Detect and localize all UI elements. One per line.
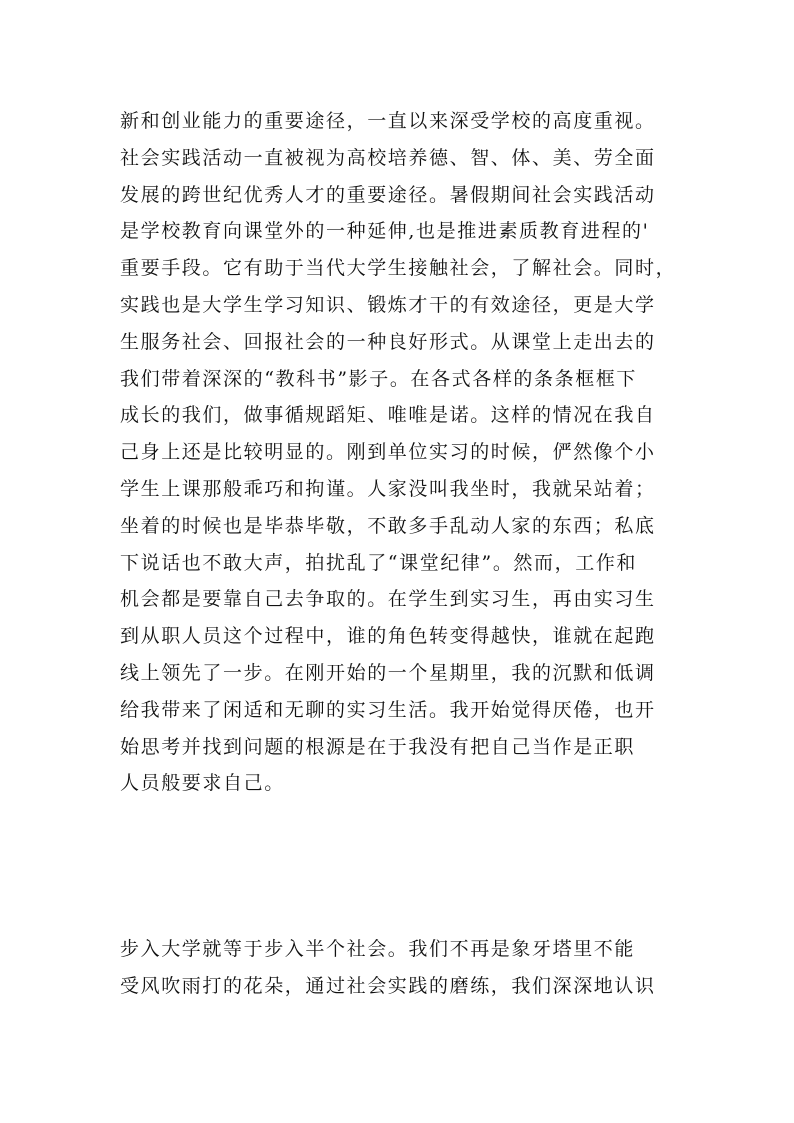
paragraph-2 [120, 931, 680, 1005]
text-line: 机会都是要靠自己去争取的。在学生到实习生，再由实习生 [120, 588, 656, 611]
text-line: 学生上课那般乖巧和拘谨。人家没叫我坐时，我就呆站着； [120, 477, 656, 500]
text-line: 线上领先了一步。在刚开始的一个星期里，我的沉默和低调 [120, 661, 656, 684]
text-line: 生服务社会、回报社会的一种良好形式。从课堂上走出去的 [120, 330, 656, 353]
text-line: 是学校教育向课堂外的一种延伸,也是推进素质教育进程的' [120, 220, 650, 243]
text-line: 步入大学就等于步入半个社会。我们不再是象牙塔里不能 [120, 938, 636, 960]
text-line: 给我带来了闲适和无聊的实习生活。我开始觉得厌倦，也开 [120, 698, 656, 721]
text-line: 人员般要求自己。 [120, 772, 285, 795]
text-line: 己身上还是比较明显的。刚到单位实习的时候，俨然像个小 [120, 441, 656, 464]
text-line: 社会实践活动一直被视为高校培养德、智、体、美、劳全面 [120, 146, 656, 169]
text-line: 新和创业能力的重要途径，一直以来深受学校的高度重视。 [120, 110, 656, 132]
text-line: 始思考并找到问题的根源是在于我没有把自己当作是正职 [120, 735, 636, 758]
text-line: 发展的跨世纪优秀人才的重要途径。暑假期间社会实践活动 [120, 183, 656, 206]
text-line: 我们带着深深的“教科书”影子。在各式各样的条条框框下 [120, 367, 638, 390]
paragraph-1 [120, 103, 680, 802]
text-line: 重要手段。它有助于当代大学生接触社会，了解社会。同时， [120, 257, 677, 280]
text-line: 受风吹雨打的花朵，通过社会实践的磨练，我们深深地认识 [120, 974, 656, 997]
text-line: 到从职人员这个过程中，谁的角色转变得越快，谁就在起跑 [120, 625, 656, 648]
text-line: 实践也是大学生学习知识、锻炼才干的有效途径，更是大学 [120, 293, 656, 316]
text-line: 下说话也不敢大声，拍扰乱了“课堂纪律”。然而，工作和 [120, 551, 638, 574]
text-line: 坐着的时候也是毕恭毕敬，不敢多手乱动人家的东西；私底 [120, 514, 656, 537]
text-line: 成长的我们，做事循规蹈矩、唯唯是诺。这样的情况在我自 [120, 404, 656, 427]
